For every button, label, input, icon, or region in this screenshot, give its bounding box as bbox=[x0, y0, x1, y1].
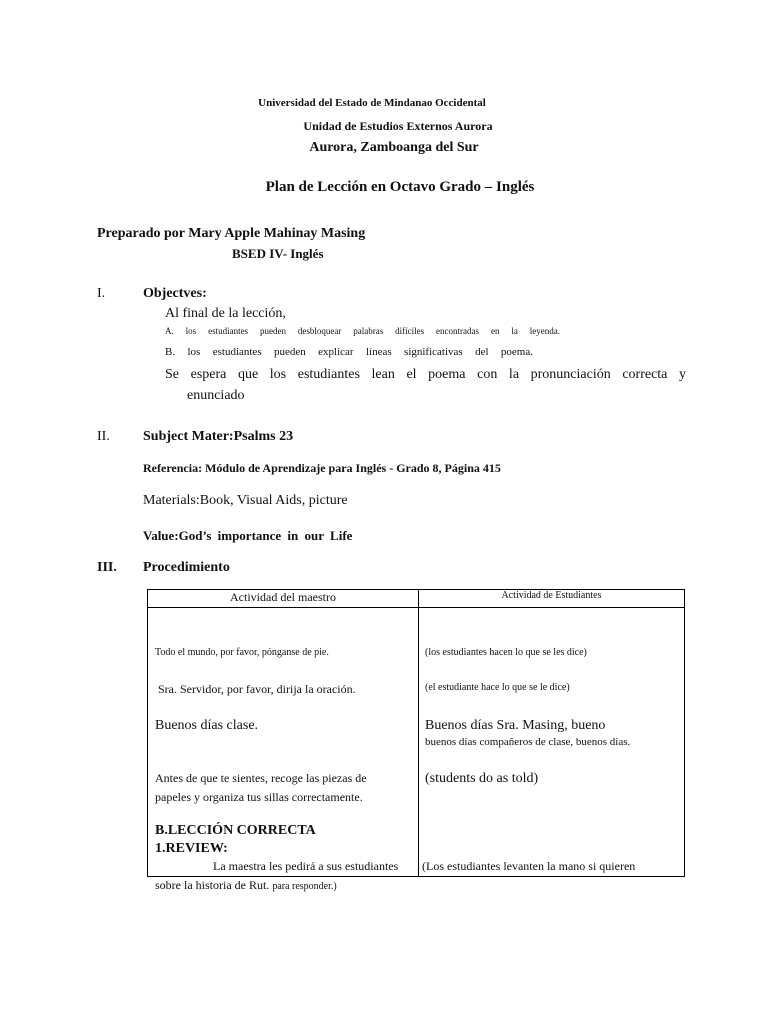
teacher-line: 1.REVIEW: bbox=[155, 841, 228, 856]
objectives-intro: Al final de la lección, bbox=[165, 306, 286, 321]
column-header-students: Actividad de Estudiantes bbox=[419, 590, 685, 608]
student-line: (students do as told) bbox=[425, 771, 539, 786]
procedure-table bbox=[147, 589, 685, 892]
teacher-line-part: sobre la historia de Rut. bbox=[155, 878, 270, 892]
column-header-teacher: Actividad del maestro bbox=[148, 590, 419, 608]
section2-numeral: II. bbox=[97, 429, 110, 444]
university-name: Universidad del Estado de Mindanao Occidental bbox=[258, 97, 486, 109]
teacher-line bbox=[155, 878, 337, 893]
teacher-line: Todo el mundo, por favor, pónganse de pie. bbox=[155, 647, 329, 658]
teacher-line: papeles y organiza tus sillas correctamente. bbox=[155, 790, 363, 804]
teacher-line: B.LECCIÓN CORRECTA bbox=[155, 823, 316, 838]
student-line: (Los estudiantes levanten la mano si quieren bbox=[422, 859, 636, 873]
student-activity-cell bbox=[419, 608, 685, 877]
objective-b: B. los estudiantes pueden explicar líneas significativas del poema. bbox=[165, 346, 533, 358]
location: Aurora, Zamboanga del Sur bbox=[309, 140, 479, 155]
reference: Referencia: Módulo de Aprendizaje para Inglés - Grado 8, Página 415 bbox=[143, 461, 501, 475]
section3-heading: Procedimiento bbox=[143, 560, 230, 575]
section2-heading: Subject Mater:Psalms 23 bbox=[143, 429, 294, 444]
value: Value:God’s importance in our Life bbox=[143, 528, 353, 543]
objective-c-line2: enunciado bbox=[187, 388, 245, 403]
section1-numeral: I. bbox=[97, 286, 106, 301]
document-title: Plan de Lección en Octavo Grado – Inglés bbox=[265, 179, 535, 195]
objective-a: A. los estudiantes pueden desbloquear palabras difíciles encontradas en la leyenda. bbox=[165, 326, 560, 336]
objective-c-line1: Se espera que los estudiantes lean el poema con la pronunciación correcta y bbox=[165, 367, 686, 382]
unit-name: Unidad de Estudios Externos Aurora bbox=[303, 119, 493, 133]
teacher-line: Antes de que te sientes, recoge las piezas de bbox=[155, 771, 367, 785]
materials: Materials:Book, Visual Aids, picture bbox=[143, 493, 348, 508]
student-line: (el estudiante hace lo que se le dice) bbox=[425, 682, 570, 693]
section1-heading: Objectves: bbox=[143, 286, 207, 301]
teacher-line: La maestra les pedirá a sus estudiantes bbox=[213, 859, 399, 873]
teacher-line: Sra. Servidor, por favor, dirija la oración. bbox=[158, 682, 356, 696]
prepared-by: Preparado por Mary Apple Mahinay Masing bbox=[97, 226, 366, 241]
teacher-line-part: para responder.) bbox=[272, 881, 337, 892]
table-row bbox=[148, 608, 685, 877]
section3-numeral: III. bbox=[97, 560, 117, 575]
teacher-activity-cell bbox=[148, 608, 419, 892]
student-line: buenos días compañeros de clase, buenos días. bbox=[425, 736, 631, 748]
student-line: (los estudiantes hacen lo que se les dice) bbox=[425, 647, 587, 658]
teacher-line: Buenos días clase. bbox=[155, 718, 259, 733]
table-header-row bbox=[148, 590, 685, 608]
course: BSED IV- Inglés bbox=[232, 246, 324, 261]
student-line: Buenos días Sra. Masing, bueno bbox=[425, 718, 606, 733]
